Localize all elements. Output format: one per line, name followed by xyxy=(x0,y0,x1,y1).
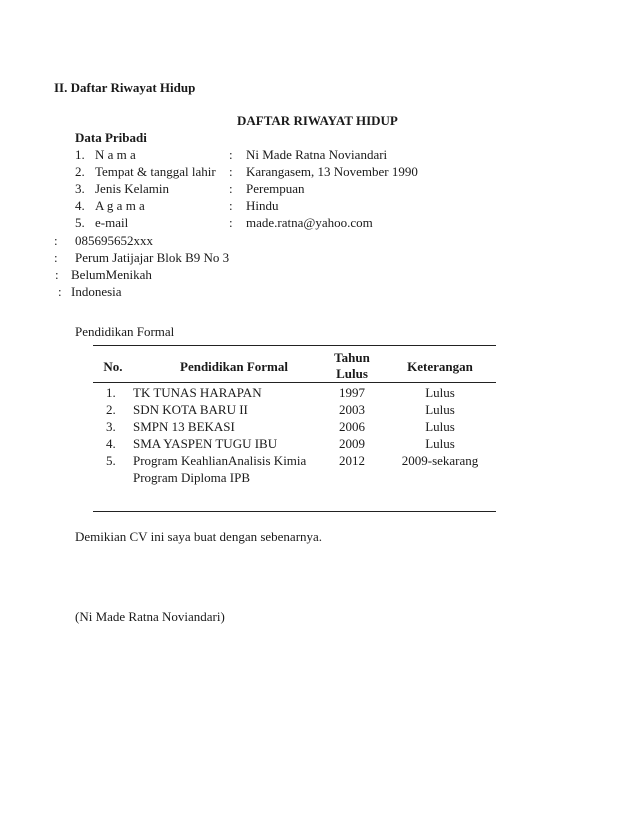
item-colon: : xyxy=(229,147,233,162)
education-heading: Pendidikan Formal xyxy=(75,324,175,339)
table-bottom-rule xyxy=(93,511,496,512)
row-school: Program KeahlianAnalisis Kimia xyxy=(133,453,307,468)
item-label: e-mail xyxy=(95,215,129,230)
signature-name: (Ni Made Ratna Noviandari) xyxy=(75,609,225,624)
row-school: SDN KOTA BARU II xyxy=(133,402,248,417)
header-no: No. xyxy=(103,359,123,374)
overflow-value: Perum Jatijajar Blok B9 No 3 xyxy=(75,250,230,265)
document-title: DAFTAR RIWAYAT HIDUP xyxy=(237,113,398,128)
overflow-colon: : xyxy=(54,250,58,265)
overflow-value: Indonesia xyxy=(71,284,122,299)
row-year: 2012 xyxy=(339,453,365,468)
table-top-rule xyxy=(93,345,496,346)
overflow-colon: : xyxy=(54,233,58,248)
row-note: Lulus xyxy=(425,402,455,417)
header-year-1: Tahun xyxy=(334,350,370,365)
row-number: 1. xyxy=(106,385,116,400)
row-note: Lulus xyxy=(425,436,455,451)
item-value: made.ratna@yahoo.com xyxy=(246,215,373,230)
row-year: 1997 xyxy=(339,385,365,400)
overflow-colon: : xyxy=(58,284,62,299)
row-note: Lulus xyxy=(425,385,455,400)
row-year: 2006 xyxy=(339,419,365,434)
row-number: 3. xyxy=(106,419,116,434)
overflow-value: 085695652xxx xyxy=(75,233,153,248)
header-school: Pendidikan Formal xyxy=(180,359,288,374)
row-year: 2003 xyxy=(339,402,365,417)
item-colon: : xyxy=(229,198,233,213)
item-value: Hindu xyxy=(246,198,279,213)
personal-data-heading: Data Pribadi xyxy=(75,130,147,145)
row-note: 2009-sekarang xyxy=(401,453,479,468)
row-year: 2009 xyxy=(339,436,365,451)
row-school: SMPN 13 BEKASI xyxy=(133,419,235,434)
item-label: Jenis Kelamin xyxy=(95,181,170,196)
item-number: 2. xyxy=(75,164,85,179)
row-school: SMA YASPEN TUGU IBU xyxy=(133,436,278,451)
item-colon: : xyxy=(229,181,233,196)
item-number: 1. xyxy=(75,147,85,162)
item-colon: : xyxy=(229,215,233,230)
row-number: 5. xyxy=(106,453,116,468)
row-school-line2: Program Diploma IPB xyxy=(133,470,250,485)
item-label: Tempat & tanggal lahir xyxy=(95,164,216,179)
row-school: TK TUNAS HARAPAN xyxy=(133,385,262,400)
header-year-2: Lulus xyxy=(336,366,368,381)
overflow-colon: : xyxy=(55,267,59,282)
row-number: 2. xyxy=(106,402,116,417)
item-colon: : xyxy=(229,164,233,179)
overflow-value: BelumMenikah xyxy=(71,267,152,282)
item-value: Ni Made Ratna Noviandari xyxy=(246,147,388,162)
item-value: Karangasem, 13 November 1990 xyxy=(246,164,418,179)
item-label: A g a m a xyxy=(95,198,145,213)
closing-statement: Demikian CV ini saya buat dengan sebenarnya. xyxy=(75,529,323,544)
header-note: Keterangan xyxy=(407,359,473,374)
item-value: Perempuan xyxy=(246,181,305,196)
item-label: N a m a xyxy=(95,147,136,162)
item-number: 4. xyxy=(75,198,85,213)
row-note: Lulus xyxy=(425,419,455,434)
row-number: 4. xyxy=(106,436,116,451)
section-heading: II. Daftar Riwayat Hidup xyxy=(54,80,196,95)
item-number: 3. xyxy=(75,181,85,196)
table-header-rule xyxy=(93,382,496,383)
item-number: 5. xyxy=(75,215,85,230)
